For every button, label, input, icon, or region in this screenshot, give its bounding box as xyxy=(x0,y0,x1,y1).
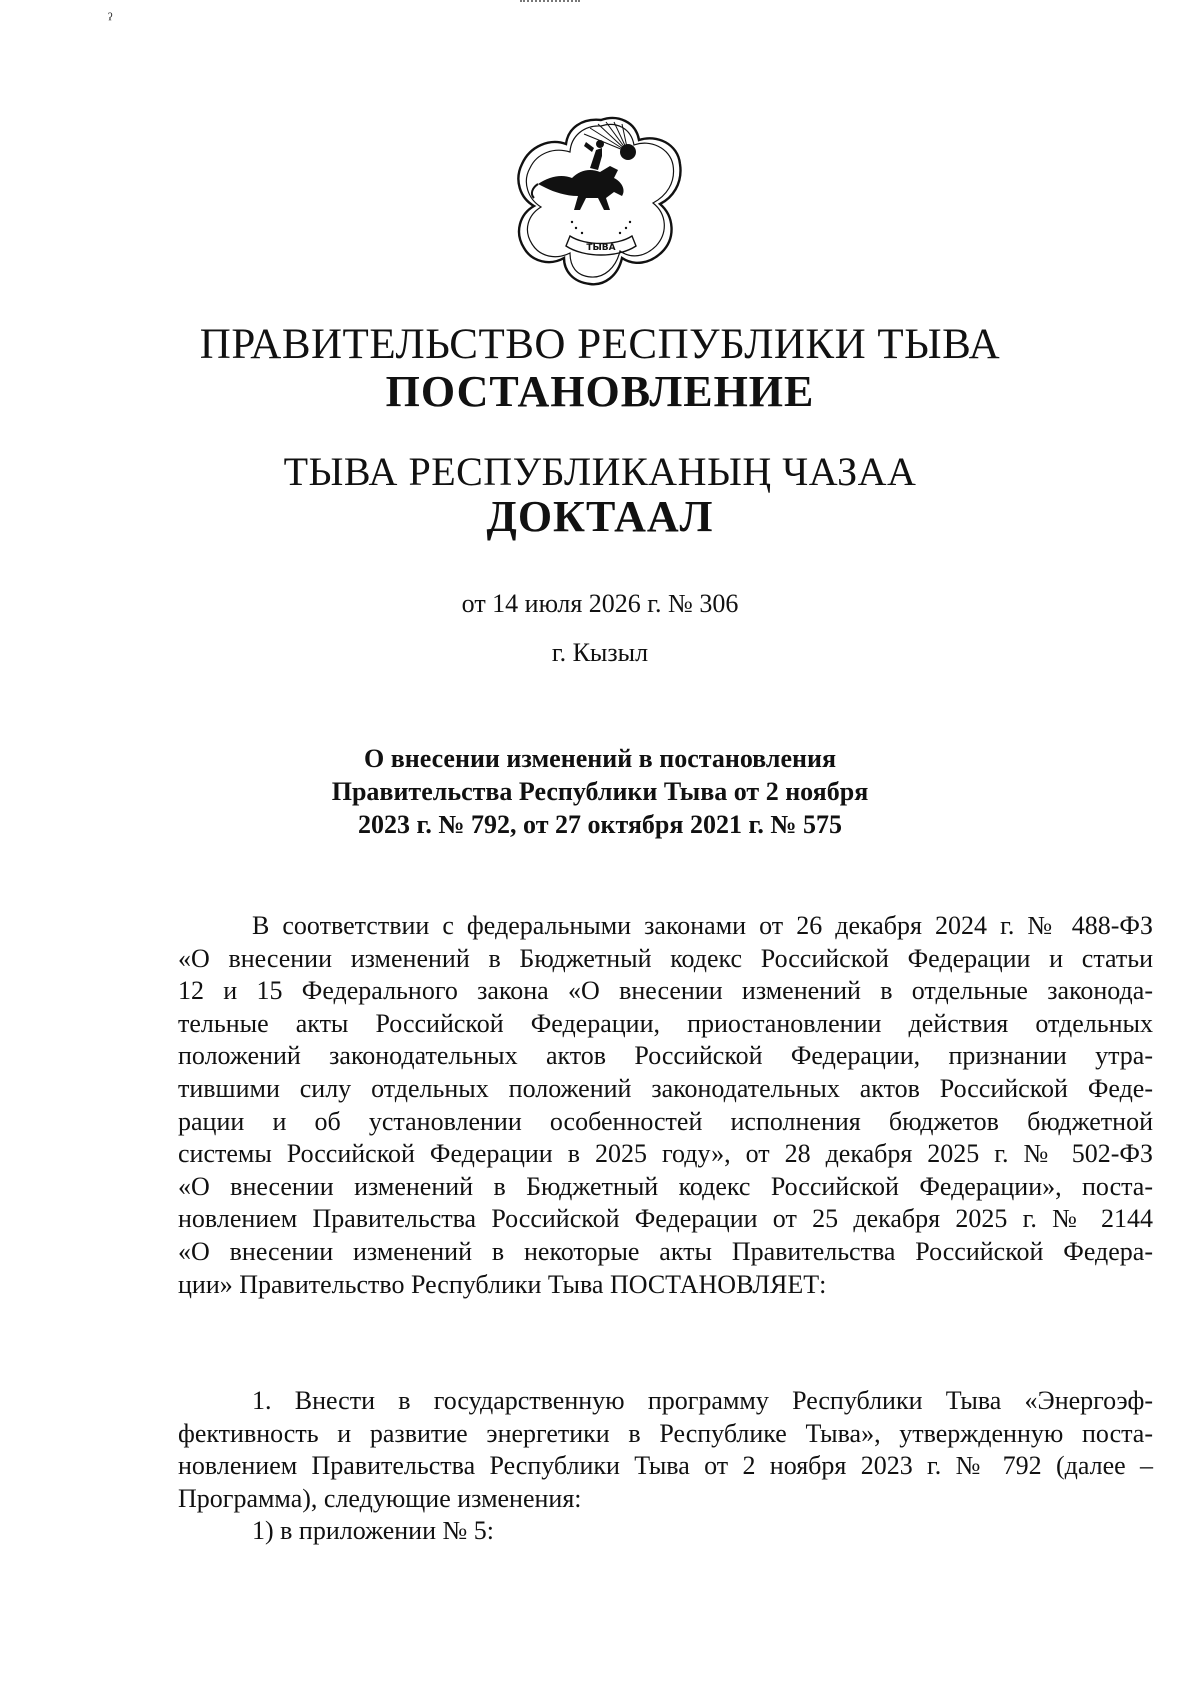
tuva-emblem-icon xyxy=(510,112,692,290)
document-date-number: от 14 июля 2026 г. № 306 xyxy=(461,589,739,618)
subject-line: 2023 г. № 792, от 27 октября 2021 г. № 575 xyxy=(358,810,842,839)
body-line: «О внесении изменений в Бюджетный кодекс Российской Федерации и статьи xyxy=(178,943,1153,973)
body-line: «О внесении изменений в некоторые акты Правительства Российской Федера- xyxy=(178,1236,1153,1266)
body-line: ции» Правительство Республики Тыва ПОСТАНОВЛЯЕТ: xyxy=(178,1269,827,1299)
preamble-paragraph xyxy=(178,910,1153,1301)
body-line: новлением Правительства Российской Федерации от 25 декабря 2025 г. № 2144 xyxy=(178,1204,1153,1234)
body-line: рации и об установлении особенностей исполнения бюджетов бюджетной xyxy=(178,1106,1153,1136)
body-line: тившими силу отдельных положений законодательных актов Российской Феде- xyxy=(178,1073,1153,1103)
body-line: В соответствии с федеральными законами от 26 декабря 2024 г. № 488-ФЗ xyxy=(252,911,1153,940)
emblem-label: ТЫВА xyxy=(586,243,616,253)
body-line: системы Российской Федерации в 2025 году», от 28 декабря 2025 г. № 502-ФЗ xyxy=(178,1139,1153,1169)
document-subject xyxy=(0,742,1200,841)
scan-artifact-dash xyxy=(520,0,580,4)
subject-line: Правительства Республики Тыва от 2 ноября xyxy=(331,777,869,806)
document-city: г. Кызыл xyxy=(551,638,649,667)
document-type-ru: ПОСТАНОВЛЕНИЕ xyxy=(385,367,815,416)
body-line: «О внесении изменений в Бюджетный кодекс Российской Федерации», поста- xyxy=(178,1171,1153,1201)
body-line: 1) в приложении № 5: xyxy=(252,1516,495,1546)
subject-line: О внесении изменений в постановления xyxy=(363,744,837,773)
item-1-paragraph xyxy=(178,1385,1153,1548)
scan-artifact-mark: ˀ xyxy=(108,9,113,29)
body-line: тельные акты Российской Федерации, приостановлении действия отдельных xyxy=(178,1008,1153,1038)
body-line: фективность и развитие энергетики в Республике Тыва», утвержденную поста- xyxy=(178,1418,1153,1448)
body-line: новлением Правительства Республики Тыва от 2 ноября 2023 г. № 792 (далее – xyxy=(178,1451,1153,1481)
body-line: положений законодательных актов Российской Федерации, признании утра- xyxy=(178,1041,1153,1071)
body-line: 1. Внести в государственную программу Республики Тыва «Энергоэф- xyxy=(252,1386,1153,1415)
government-title-ru: ПРАВИТЕЛЬСТВО РЕСПУБЛИКИ ТЫВА xyxy=(199,321,1001,368)
body-line: Программа), следующие изменения: xyxy=(178,1483,582,1513)
body-line: 12 и 15 Федерального закона «О внесении изменений в отдельные законода- xyxy=(178,976,1153,1006)
document-type-tv: ДОКТААЛ xyxy=(486,492,714,541)
government-title-tv: ТЫВА РЕСПУБЛИКАНЫҢ ЧАЗАА xyxy=(283,449,917,494)
